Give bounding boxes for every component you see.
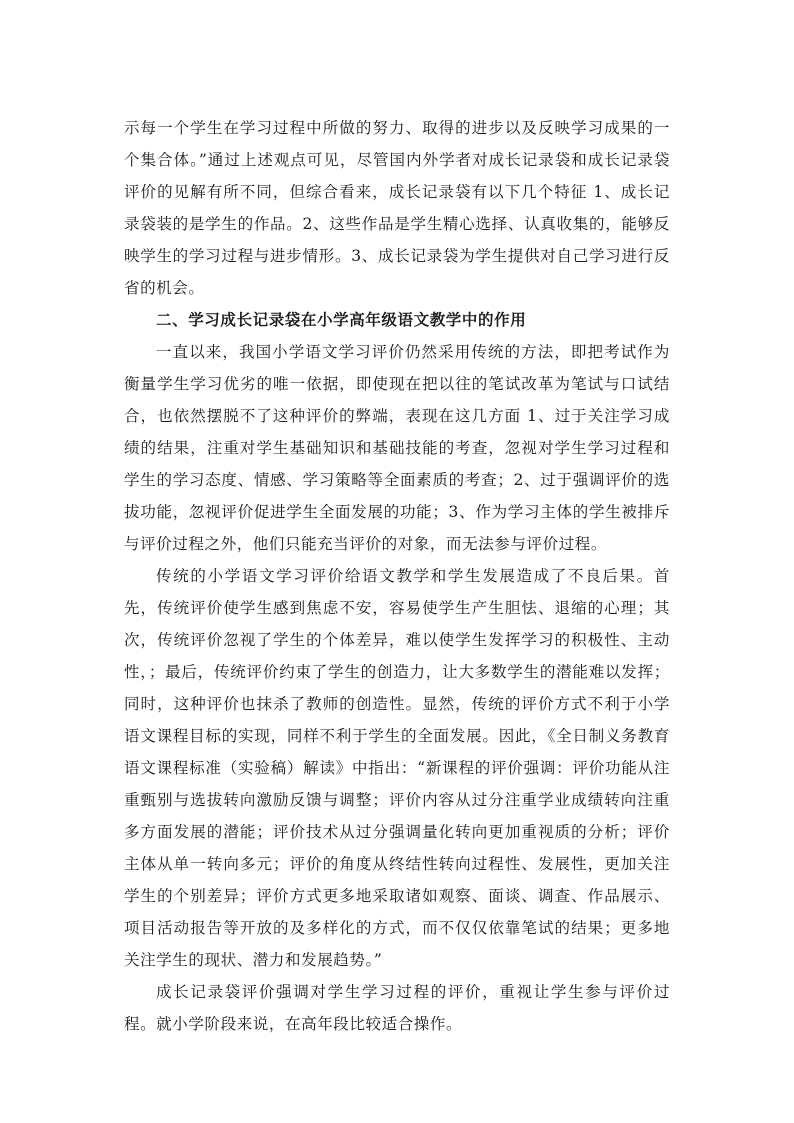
document-page xyxy=(124,112,670,1040)
paragraph-negative-consequences: 传统的小学语文学习评价给语文教学和学生发展造成了不良后果。首先，传统评价使学生感到焦虑不安，容易使学生产生胆怯、退缩的心理；其次，传统评价忽视了学生的个体差异，难以使学生发挥学习的积极性、主动性，；最后，传统评价约束了学生的创造力，让大多数学生的潜能难以发挥；同时，这种评价也抹杀了教师的创造性。显然，传统的评价方式不利于小学语文课程目标的实现，同样不利于学生的全面发展。因此，《全日制义务教育语文课程标准（实验稿）解读》中指出：“新课程的评价强调：评价功能从注重甄别与选拔转向激励反馈与调整；评价内容从过分注重学业成绩转向注重多方面发展的潜能；评价技术从过分强调量化转向更加重视质的分析；评价主体从单一转向多元；评价的角度从终结性转向过程性、发展性，更加关注学生的个别差异；评价方式更多地采取诸如观察、面谈、调查、作品展示、项目活动报告等开放的及多样化的方式，而不仅仅依靠笔试的结果；更多地关注学生的现状、潜力和发展趋势。” xyxy=(124,567,670,969)
paragraph-portfolio-evaluation: 成长记录袋评价强调对学生学习过程的评价，重视让学生参与评价过程。就小学阶段来说，在高年段比较适合操作。 xyxy=(124,983,670,1033)
paragraph-traditional-evaluation: 一直以来，我国小学语文学习评价仍然采用传统的方法，即把考试作为衡量学生学习优劣的唯一依据，即使现在把以往的笔试改革为笔试与口试结合，也依然摆脱不了这种评价的弊端，表现在这几方面 1、过于关注学习成绩的结果，注重对学生基础知识和基础技能的考查，忽视对学生学习过程和学生的学习态度、情感、学习策略等全面素质的考查；2、过于强调评价的选拔功能，忽视评价促进学生全面发展的功能；3、作为学习主体的学生被排斥与评价过程之外，他们只能充当评价的对象，而无法参与评价过程。 xyxy=(124,343,670,553)
paragraph-portfolio-features: 示每一个学生在学习过程中所做的努力、取得的进步以及反映学习成果的一个集合体。”通过上述观点可见，尽管国内外学者对成长记录袋和成长记录袋评价的见解有所不同，但综合看来，成长记录袋有以下几个特征 1、成长记录袋装的是学生的作品。2、这些作品是学生精心选择、认真收集的，能够反映学生的学习过程与进步情形。3、成长记录袋为学生提供对自己学习进行反省的机会。 xyxy=(124,119,670,297)
section-heading: 二、学习成长记录袋在小学高年级语文教学中的作用 xyxy=(156,310,527,329)
